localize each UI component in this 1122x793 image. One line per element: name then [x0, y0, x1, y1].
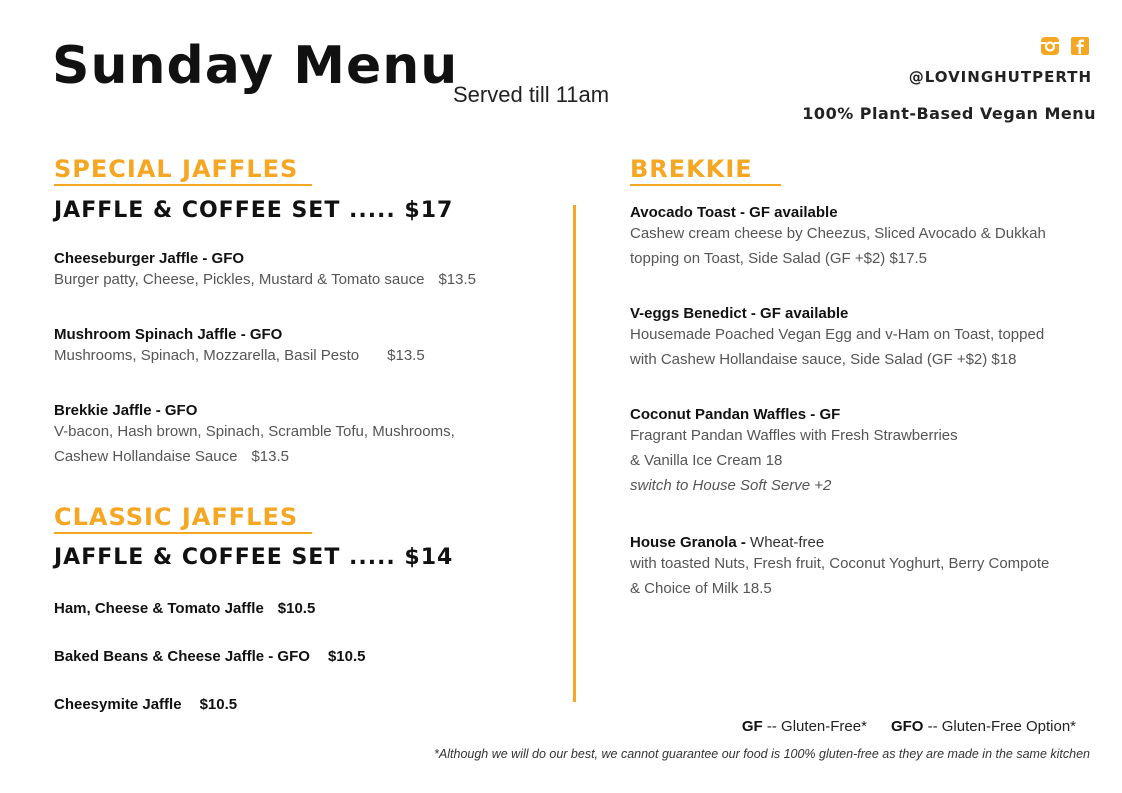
social-handle: @LOVINGHUTPERTH	[908, 68, 1092, 86]
item-name: Baked Beans & Cheese Jaffle - GFO	[54, 648, 310, 665]
item-price: $10.5	[327, 648, 366, 665]
section-heading: SPECIAL JAFFLES	[54, 156, 312, 186]
item-name: Ham, Cheese & Tomato Jaffle	[54, 600, 264, 617]
gf-text: -- Gluten-Free*	[762, 718, 867, 735]
gfo-text: -- Gluten-Free Option*	[923, 718, 1076, 735]
item-name: Cheesymite Jaffle	[54, 696, 182, 713]
item-name-suffix: Wheat-free	[750, 534, 825, 551]
item-name: V-eggs Benedict - GF available	[630, 305, 849, 322]
item-name: Brekkie Jaffle - GFO	[54, 402, 198, 419]
item-price: $13.5	[251, 448, 289, 465]
brekkie-section	[630, 156, 781, 186]
item-description-line: Fragrant Pandan Waffles with Fresh Strawberries	[630, 427, 958, 444]
item-description	[54, 343, 425, 368]
item-name: Cheeseburger Jaffle - GFO	[54, 250, 245, 267]
item-name: Avocado Toast - GF available	[630, 204, 838, 221]
item-desc-text: Cashew Hollandaise Sauce	[54, 448, 238, 465]
menu-item	[54, 696, 237, 713]
classic-jaffles-section	[54, 504, 312, 534]
menu-item	[630, 534, 1049, 601]
item-price: $13.5	[387, 347, 425, 364]
item-description-line: with toasted Nuts, Fresh fruit, Coconut Yoghurt, Berry Compote	[630, 555, 1050, 572]
item-description-line: & Choice of Milk 18.5	[630, 580, 772, 597]
menu-item	[54, 600, 315, 617]
gfo-code: GFO	[890, 718, 924, 735]
item-note: switch to House Soft Serve +2	[630, 477, 832, 494]
facebook-icon[interactable]	[1070, 36, 1090, 56]
item-name: House Granola -	[630, 534, 751, 551]
menu-item	[54, 648, 365, 665]
gf-code: GF	[741, 718, 763, 735]
social-links	[1040, 36, 1090, 56]
item-name-line	[630, 534, 1049, 551]
served-until-text: Served till 11am	[453, 82, 610, 107]
item-description-line: & Vanilla Ice Cream 18	[630, 452, 783, 469]
item-description	[54, 444, 455, 469]
special-jaffles-section	[54, 156, 312, 186]
item-description	[54, 267, 476, 292]
menu-item	[630, 406, 958, 498]
item-description-line: Housemade Poached Vegan Egg and v-Ham on Toast, topped	[630, 326, 1045, 343]
item-description-line: with Cashew Hollandaise sauce, Side Salad (GF +$2) $18	[630, 351, 1017, 368]
set-price-heading: JAFFLE & COFFEE SET ..... $14	[54, 545, 454, 570]
menu-item	[630, 305, 1044, 372]
column-divider	[573, 205, 576, 702]
gluten-legend	[742, 718, 1076, 735]
item-name: Coconut Pandan Waffles - GF	[630, 406, 841, 423]
menu-item	[54, 250, 476, 292]
page-title: Sunday Menu	[52, 36, 459, 96]
section-heading: BREKKIE	[630, 156, 781, 186]
set-price-heading: JAFFLE & COFFEE SET ..... $17	[54, 198, 454, 223]
item-name: Mushroom Spinach Jaffle - GFO	[54, 326, 283, 343]
item-description-line: topping on Toast, Side Salad (GF +$2) $17.5	[630, 250, 928, 267]
tagline: 100% Plant-Based Vegan Menu	[802, 104, 1096, 123]
item-description-line: V-bacon, Hash brown, Spinach, Scramble Tofu, Mushrooms,	[54, 423, 455, 440]
item-desc-text: Burger patty, Cheese, Pickles, Mustard & Tomato sauce	[54, 271, 425, 288]
menu-item	[54, 402, 455, 469]
menu-item	[630, 204, 1046, 271]
item-desc-text: Mushrooms, Spinach, Mozzarella, Basil Pesto	[54, 347, 360, 364]
disclaimer: *Although we will do our best, we cannot guarantee our food is 100% gluten-free as they are made in the same kitchen	[434, 747, 1090, 761]
item-price: $13.5	[438, 271, 476, 288]
menu-item	[54, 326, 425, 368]
item-description-line: Cashew cream cheese by Cheezus, Sliced Avocado & Dukkah	[630, 225, 1046, 242]
instagram-icon[interactable]	[1040, 36, 1060, 56]
item-price: $10.5	[277, 600, 316, 617]
section-heading: CLASSIC JAFFLES	[54, 504, 312, 534]
item-price: $10.5	[199, 696, 238, 713]
